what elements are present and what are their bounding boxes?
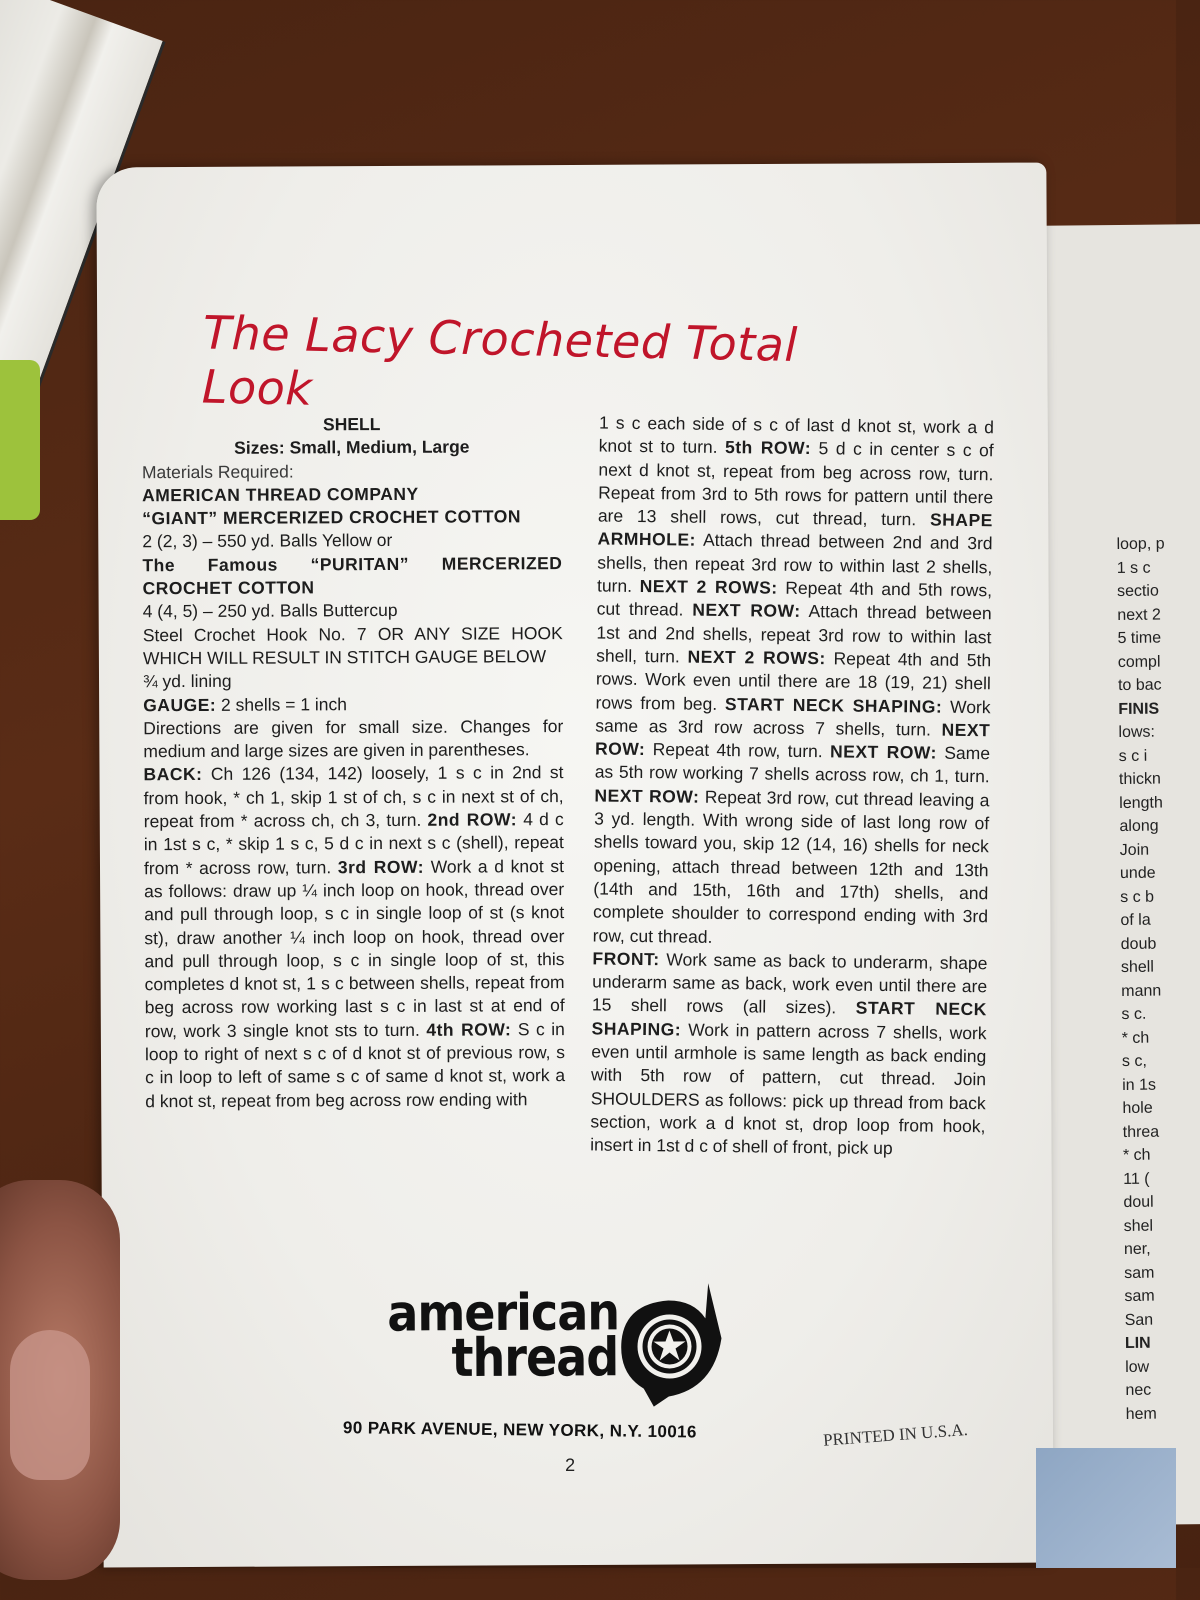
next-row-label: NEXT ROW: (594, 785, 700, 807)
neck-shaping-label: START NECK SHAPING: (724, 693, 943, 717)
booklet-page (96, 163, 1053, 1568)
row4-label: 4th ROW: (426, 1019, 512, 1040)
logo-word-thread: thread (451, 1325, 619, 1389)
adjacent-text-fragment: * ch (1122, 1146, 1151, 1164)
adjacent-text-fragment: 5 time (1117, 629, 1162, 648)
row2-label: 2nd ROW: (427, 809, 518, 830)
adjacent-text-fragment: threa (1122, 1123, 1160, 1141)
adjacent-text-fragment: low (1125, 1358, 1150, 1376)
adjacent-text-fragment: Join (1119, 841, 1150, 859)
background-green-object (0, 360, 40, 520)
adjacent-text-fragment: s c b (1120, 888, 1155, 906)
page-title: The Lacy Crocheted Total Look (201, 305, 799, 416)
instr-text: Repeat 4th row, turn. (645, 739, 831, 762)
adjacent-text-fragment: unde (1119, 864, 1156, 882)
star-swirl-logo-icon (613, 1278, 724, 1409)
gauge-label: GAUGE: (143, 694, 217, 715)
next-rows-label: NEXT 2 ROWS: (639, 576, 778, 598)
armhole-label: SHAPE ARMHOLE: (597, 509, 993, 551)
materials-label: Materials Required: (141, 461, 294, 482)
front-label: FRONT: (592, 948, 660, 970)
adjacent-text-fragment: lows: (1118, 723, 1156, 742)
adjacent-text-fragment: of la (1120, 911, 1151, 929)
row5-label: 5th ROW: (724, 437, 812, 459)
instr-text: Repeat 4th and 5th rows, cut thread. (596, 577, 993, 621)
back-text: Ch 126 (134, 142) loosely, 1 s c in 2nd st from hook, * ch 1, skip 1 st of ch, s c in next st of ch, repeat from * across ch, ch 3, turn. (143, 762, 564, 832)
adjacent-text-fragment: s c i (1118, 747, 1148, 765)
adjacent-text-fragment: along (1119, 817, 1159, 836)
gauge-text: 2 shells = 1 inch (216, 693, 348, 715)
neck-shaping-label: START NECK SHAPING: (591, 998, 988, 1040)
adjacent-text-fragment: thickn (1118, 770, 1161, 789)
material-item: ¾ yd. lining (142, 671, 232, 692)
next-rows-label: NEXT 2 ROWS: (687, 646, 826, 669)
material-item: “GIANT” MERCERIZED CROCHET COTTON (142, 506, 522, 529)
material-item: 4 (4, 5) – 250 yd. Balls Buttercup (142, 600, 398, 622)
material-item: The Famous “PURITAN” MERCERIZED CROCHET COTTON (142, 552, 563, 599)
adjacent-text-fragment: ner, (1123, 1240, 1151, 1258)
logo-word-american: american (387, 1282, 620, 1343)
back-instructions (143, 762, 565, 1114)
right-column (590, 411, 994, 1161)
adjacent-text-fragment: s c. (1121, 1005, 1147, 1023)
adjacent-text-fragment: sectio (1116, 582, 1159, 601)
adjacent-text-fragment: to bac (1117, 676, 1162, 695)
adjacent-text-fragment: shel (1123, 1217, 1154, 1235)
gauge-line (143, 692, 563, 717)
instr-text: Same as 5th row working 7 shells across row, ch 1, turn. (594, 742, 991, 787)
instr-text: Attach thread between 2nd and 3rd shells, then repeat 3rd row to within last 2 shells, turn. (596, 530, 993, 597)
adjacent-text-fragment: hem (1125, 1405, 1157, 1423)
pattern-heading: SHELL (322, 414, 381, 435)
material-item: 2 (2, 3) – 550 yd. Balls Yellow or (142, 530, 393, 552)
next-row-label: NEXT ROW: (692, 600, 801, 622)
adjacent-text-fragment: length (1119, 794, 1163, 812)
row2-text: 4 d c in 1st s c, * skip 1 s c, 5 d c in next s c (shell), repeat from * across row, turn. (143, 809, 564, 878)
adjacent-text-fragment: nec (1125, 1381, 1152, 1399)
adjacent-text-fragment: loop, p (1116, 535, 1165, 554)
instr-text: Work in pattern across 7 shells, work even until armhole is same length as back ending with 5th row of pattern, cut thread. Join SHOULDERS as follows: pick up thread from back section, work a d knot st, drop loop from hook, insert in 1st d c of shell of front, pick up (590, 1019, 987, 1159)
adjacent-text-fragment: 11 ( (1123, 1170, 1150, 1188)
adjacent-text-fragment: San (1124, 1311, 1154, 1329)
instr-text: 5 d c in center s c of next d knot st, repeat from beg across row, turn. Repeat from 3rd to 5th rows for pattern until there are 13 shell rows, cut thread, turn. (597, 438, 994, 530)
adjacent-text-fragment: doul (1123, 1193, 1154, 1211)
adjacent-text-fragment: mann (1121, 982, 1162, 1000)
adjacent-text-fragment: hole (1122, 1099, 1153, 1117)
next-row-label: NEXT ROW: (829, 741, 938, 763)
adjacent-page-text (1116, 532, 1200, 1426)
adjacent-text-fragment: sam (1124, 1264, 1155, 1282)
american-thread-logo (387, 1284, 748, 1416)
front-instructions (590, 947, 988, 1161)
adjacent-text-fragment: s c, (1121, 1052, 1147, 1070)
adjacent-text-fragment: 1 s c (1116, 559, 1151, 577)
adjacent-text-fragment: doub (1120, 935, 1157, 953)
instr-text: Work same as 3rd row across 7 shells, turn. (595, 696, 991, 740)
adjacent-text-fragment: * ch (1121, 1029, 1150, 1047)
background-fabric (1036, 1448, 1176, 1568)
adjacent-text-fragment: next 2 (1117, 606, 1161, 624)
adjacent-text-fragment: in 1s (1122, 1076, 1157, 1094)
row4-text: S c in loop to right of next s c of d knot st of previous row, s c in loop to left of same s c of same d knot st, work a d knot st, repeat from beg across row ending with (144, 1018, 566, 1111)
material-item: AMERICAN THREAD COMPANY (142, 483, 419, 506)
left-column (142, 412, 566, 1113)
page-number: 2 (565, 1455, 576, 1476)
next-row-label: NEXT ROW: (594, 719, 991, 760)
publisher-address: 90 PARK AVENUE, NEW YORK, N.Y. 10016 (342, 1418, 697, 1442)
instr-text: 1 s c each side of s c of last d knot st, work a d knot st to turn. (598, 412, 995, 458)
instr-text: Repeat 3rd row, cut thread leaving a 3 yd. length. With wrong side of last long row of shells toward you, skip 12 (14, 16) shells for neck opening, attach thread between 12th and 13th (14th and 15th, 16th and 17th) shells, and complete shoulder to correspond ending with 3rd row, cut thread. (592, 786, 990, 947)
adjacent-text-fragment: shell (1120, 958, 1154, 976)
adjacent-text-fragment: FINIS (1118, 700, 1160, 718)
directions-note: Directions are given for small size. Changes for medium and large sizes are given in parentheses. (143, 715, 564, 762)
sizes-line: Sizes: Small, Medium, Large (234, 436, 470, 459)
back-label: BACK: (143, 764, 203, 785)
instr-text: Repeat 4th and 5th rows. Work even until there are 18 (19, 21) shell rows from beg. (595, 648, 992, 714)
adjacent-text-fragment: compl (1117, 653, 1161, 671)
instr-text: Attach thread between 1st and 2nd shells, repeat 3rd row to within last shell, turn. (596, 601, 992, 667)
row3-label: 3rd ROW: (337, 856, 425, 877)
row3-text: Work a d knot st as follows: draw up ¼ inch loop on hook, thread over and pull through loop, s c in single loop of st (s knot st), draw another ¼ inch loop on hook, thread over and pull through loop, s c in single loop of st, this completes d knot st, 1 s c between shells, repeat from beg across row working last s c in last st at end of row, work 3 single knot sts to turn. (144, 855, 565, 1041)
adjacent-text-fragment: LIN (1124, 1334, 1151, 1352)
printed-in-notice: PRINTED IN U.S.A. (822, 1419, 969, 1450)
thumbnail (10, 1330, 90, 1480)
instr-text: Work same as back to underarm, shape underarm same as back, work even until there are 15 shell rows (all sizes). (591, 949, 988, 1019)
adjacent-text-fragment: sam (1124, 1287, 1155, 1305)
material-item: Steel Crochet Hook No. 7 OR ANY SIZE HOOK WHICH WILL RESULT IN STITCH GAUGE BELOW (142, 622, 563, 669)
